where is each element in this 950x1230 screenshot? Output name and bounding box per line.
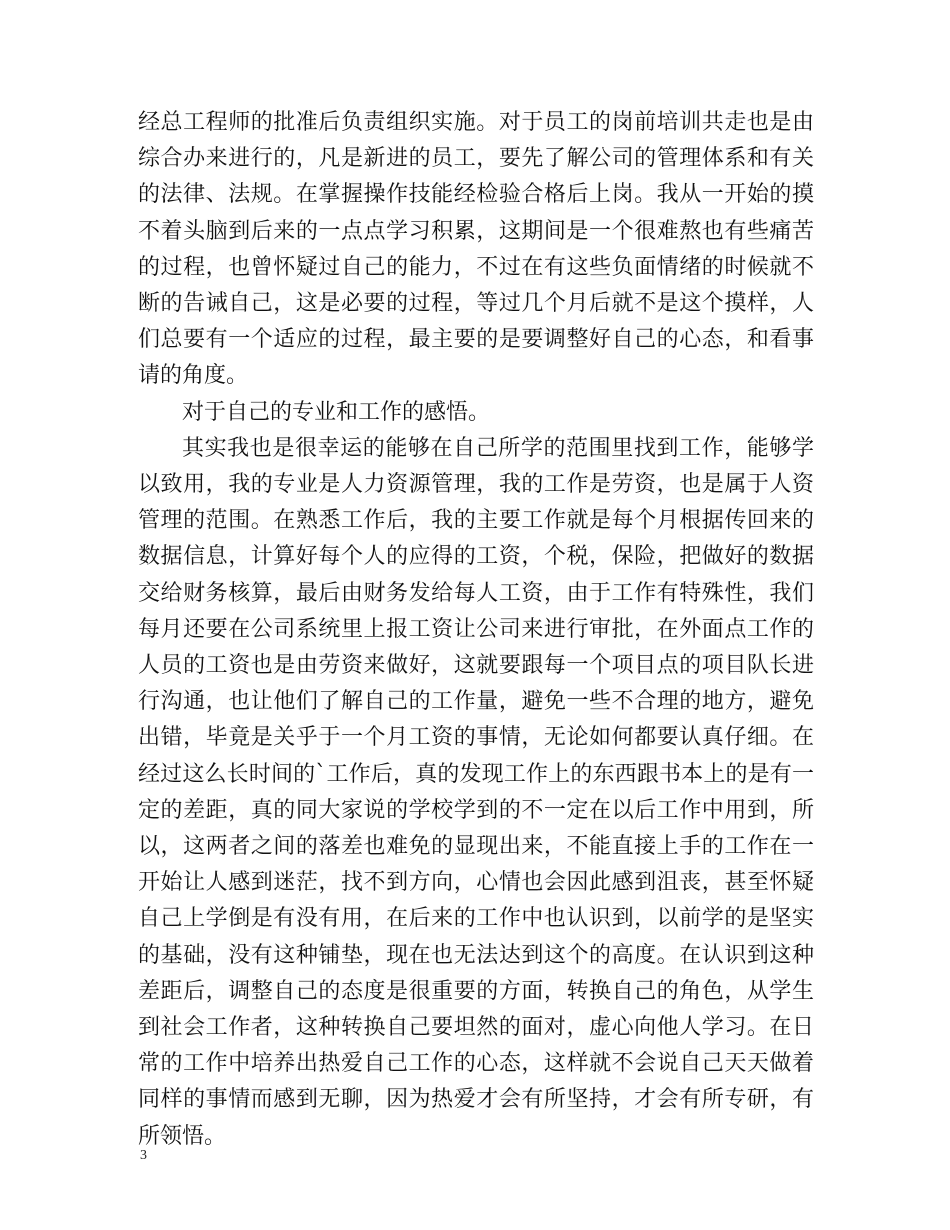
paragraph-body: 其实我也是很幸运的能够在自己所学的范围里找到工作，能够学以致用，我的专业是人力资源管理，我的工作是劳资，也是属于人资管理的范围。在熟悉工作后，我的主要工作就是每个月根据传回来的数据信息，计算好每个人的应得的工资，个税，保险，把做好的数据交给财务核算，最后由财务发给每人工资，由于工作有特殊性，我们每月还要在公司系统里上报工资让公司来进行审批，在外面点工作的人员的工资也是由劳资来做好，这就要跟每一个项目点的项目队长进行沟通，也让他们了解自己的工作量，避免一些不合理的地方，避免出错，毕竟是关乎于一个月工资的事情，无论如何都要认真仔细。在经过这么长时间的`工作后，真的发现工作上的东西跟书本上的是有一定的差距，真的同大家说的学校学到的不一定在以后工作中用到，所以，这两者之间的落差也难免的显现出来，不能直接上手的工作在一开始让人感到迷茫，找不到方向，心情也会因此感到沮丧，甚至怀疑自己上学倒是有没有用，在后来的工作中也认识到，以前学的是坚实的基础，没有这种铺垫，现在也无法达到这个的高度。在认识到这种差距后，调整自己的态度是很重要的方面，转换自己的角色，从学生到社会工作者，这种转换自己要坦然的面对，虚心向他人学习。在日常的工作中培养出热爱自己工作的心态，这样就不会说自己天天做着同样的事情而感到无聊，因为热爱才会有所坚持，才会有所专研，有所领悟。 (138, 435, 814, 1149)
document-body (138, 105, 814, 1155)
paragraph-heading: 对于自己的专业和工作的感悟。 (182, 399, 491, 425)
paragraph-continued: 经总工程师的批准后负责组织实施。对于员工的岗前培训共走也是由综合办来进行的，凡是新进的员工，要先了解公司的管理体系和有关的法律、法规。在掌握操作技能经检验合格后上岗。我从一开始的摸不着头脑到后来的一点点学习积累，这期间是一个很难熬也有些痛苦的过程，也曾怀疑过自己的能力，不过在有这些负面情绪的时候就不断的告诫自己，这是必要的过程，等过几个月后就不是这个摸样，人们总要有一个适应的过程，最主要的是要调整好自己的心态，和看事请的角度。 (138, 110, 814, 389)
page-number: 3 (140, 1148, 147, 1163)
